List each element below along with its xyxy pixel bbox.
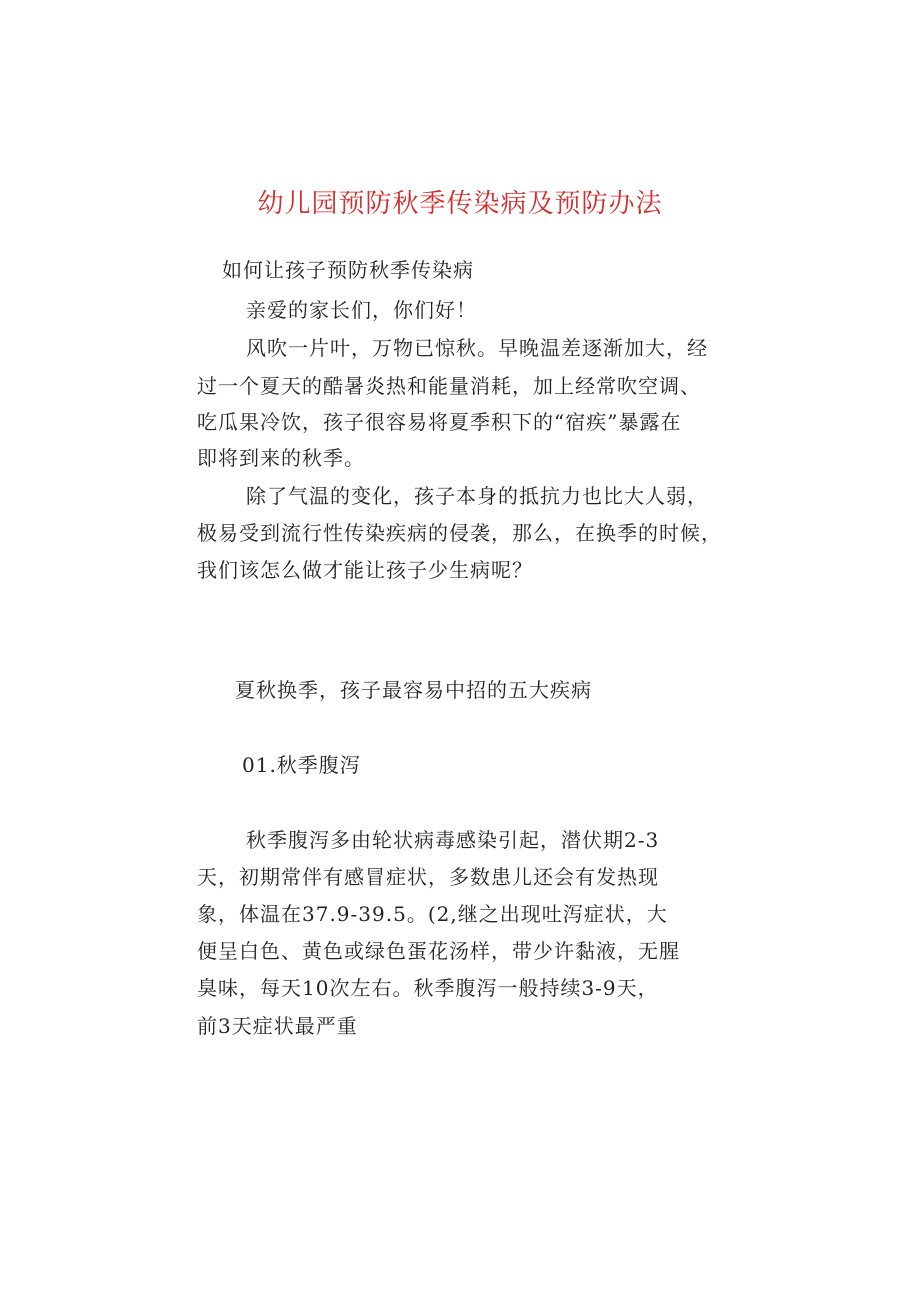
greeting: 亲爱的家长们，你们好！ [246, 298, 477, 322]
item-1-heading: 01.秋季腹泻 [242, 753, 361, 777]
subtitle: 如何让孩子预防秋季传染病 [222, 258, 474, 282]
paragraph-1-line: 吃瓜果冷饮，孩子很容易将夏季积下的“宿疾”暴露在 [197, 410, 682, 434]
item-1-body-line: 前3天症状最严重 [197, 1014, 358, 1038]
paragraph-2-line: 除了气温的变化，孩子本身的抵抗力也比大人弱， [246, 484, 708, 508]
section-heading: 夏秋换季，孩子最容易中招的五大疾病 [235, 678, 592, 702]
paragraph-1-line: 风吹一片叶，万物已惊秋。早晚温差逐渐加大，经 [246, 336, 708, 360]
paragraph-2-line: 我们该怎么做才能让孩子少生病呢？ [197, 558, 533, 582]
item-1-body-line: 秋季腹泻多由轮状病毒感染引起，潜伏期2-3 [246, 828, 660, 852]
paragraph-1-line: 即将到来的秋季。 [197, 446, 365, 470]
item-1-body-line: 天，初期常伴有感冒症状，多数患儿还会有发热现 [197, 865, 659, 889]
item-1-body-line: 臭味，每天10次左右。秋季腹泻一般持续3-9天， [197, 976, 659, 1000]
paragraph-1-line: 过一个夏天的酷暑炎热和能量消耗，加上经常吹空调、 [197, 374, 701, 398]
item-1-body-line: 便呈白色、黄色或绿色蛋花汤样，带少许黏液，无腥 [197, 939, 680, 963]
document-title: 幼儿园预防秋季传染病及预防办法 [257, 189, 663, 219]
item-1-body-line: 象，体温在37.9-39.5。(2,继之出现吐泻症状，大 [197, 902, 668, 926]
paragraph-2-line: 极易受到流行性传染疾病的侵袭，那么，在换季的时候， [197, 521, 722, 545]
